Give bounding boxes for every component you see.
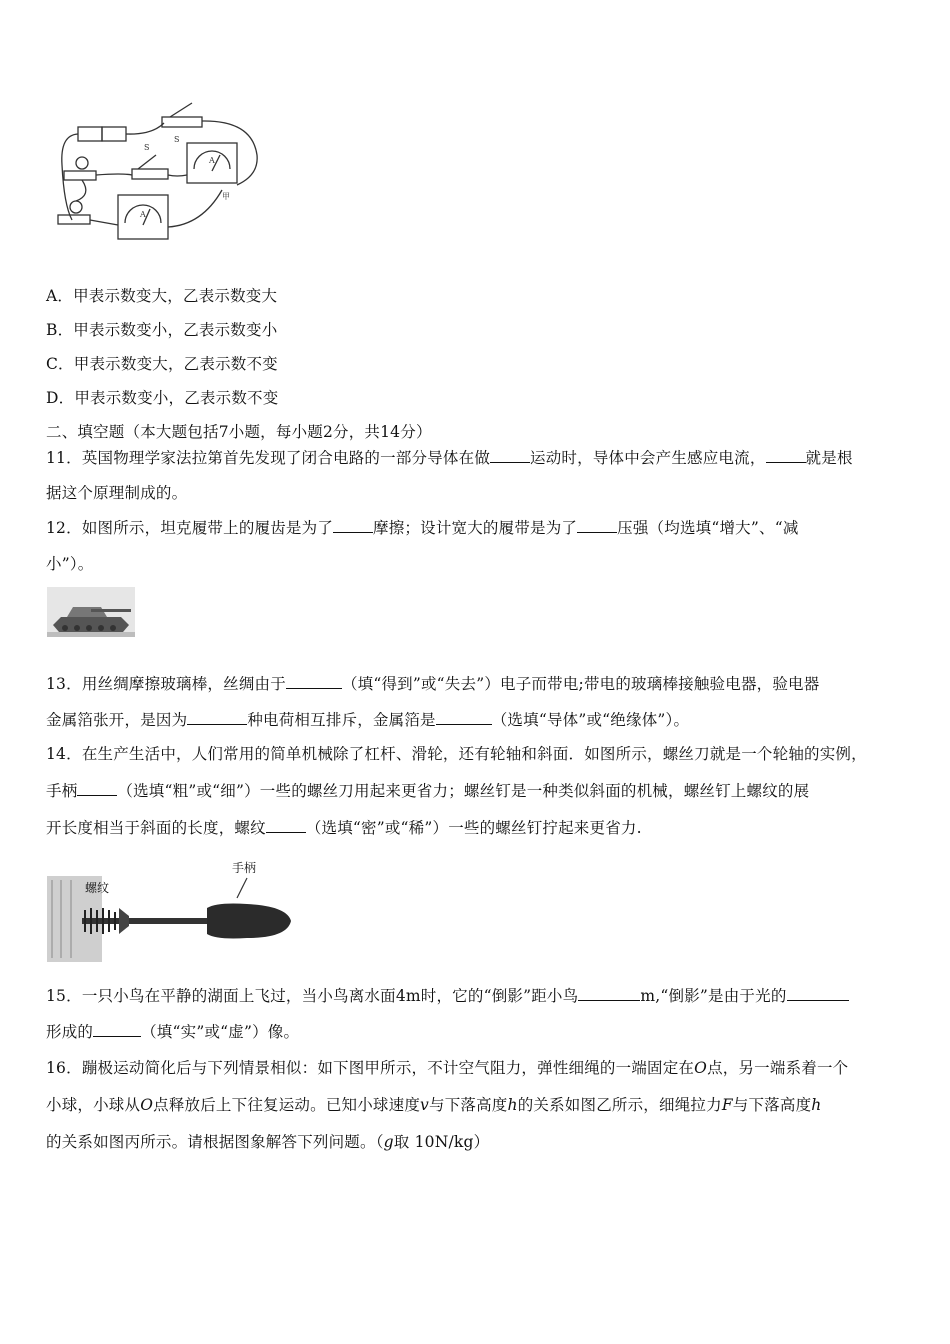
- q13-line2: 金属箔张开，是因为 种电荷相互排斥，金属箔是 （选填“导体”或“绝缘体”）。: [46, 711, 690, 729]
- q16-line1: 16．蹦极运动简化后与下列情景相似：如下图甲所示，不计空气阻力，弹性细绳的一端固定在O点，另一端系着一个: [46, 1059, 849, 1077]
- option-d: D．甲表示数变小，乙表示数不变: [46, 389, 279, 407]
- screwdriver-figure: [47, 858, 297, 963]
- q12-line2: 小”）。: [46, 555, 94, 573]
- q16-line2: 小球，小球从O点释放后上下往复运动。已知小球速度v与下落高度h的关系如图乙所示，细绳拉力F与下落高度h: [46, 1096, 822, 1114]
- option-c: C．甲表示数变大，乙表示数不变: [46, 355, 278, 373]
- q14-line3: 开长度相当于斜面的长度，螺纹 （选填“密”或“稀”）一些的螺丝钉拧起来更省力.: [46, 819, 642, 837]
- circuit-figure: [52, 95, 274, 255]
- option-a: A．甲表示数变大，乙表示数变大: [46, 287, 278, 305]
- screwdriver-handle-label: 手柄: [232, 861, 257, 875]
- switch-label-s2: S: [174, 135, 180, 144]
- meter-label-1: A: [209, 156, 215, 165]
- q11-line2: 据这个原理制成的。: [46, 484, 188, 502]
- q15-line1: 15．一只小鸟在平静的湖面上飞过，当小鸟离水面4m时，它的“倒影”距小鸟 m,“倒影”是由于光的: [46, 985, 849, 1007]
- q14-line1: 14．在生产生活中，人们常用的简单机械除了杠杆、滑轮，还有轮轴和斜面．如图所示，螺丝刀就是一个轮轴的实例，: [46, 745, 867, 763]
- option-b: B．甲表示数变小，乙表示数变小: [46, 321, 278, 339]
- meter-label-2: A: [140, 210, 146, 219]
- q14-line2: 手柄 （选填“粗”或“细”）一些的螺丝刀用起来更省力；螺丝钉是一种类似斜面的机械，螺丝钉上螺纹的展: [46, 782, 810, 800]
- q12-line1: 12．如图所示，坦克履带上的履齿是为了 摩擦；设计宽大的履带是为了 压强（均选填“增大”、“减: [46, 519, 799, 537]
- q16-line3: 的关系如图丙所示。请根据图象解答下列问题。（g取 10N/kg）: [46, 1133, 490, 1151]
- screwdriver-thread-label: 螺纹: [85, 881, 110, 895]
- battery-cell: [78, 127, 102, 141]
- q13-line1: 13．用丝绸摩擦玻璃棒，丝绸由于 （填“得到”或“失去”）电子而带电;带电的玻璃棒接触验电器，验电器: [46, 675, 820, 693]
- q15-line2: 形成的 （填“实”或“虚”）像。: [46, 1023, 300, 1041]
- tank-figure: [47, 587, 135, 637]
- switch-label-s1: S: [144, 143, 150, 152]
- meter-label-jia: 甲: [222, 192, 230, 201]
- section-title: 二、填空题（本大题包括7小题，每小题2分，共14分）: [46, 423, 432, 441]
- q11-line1: 11．英国物理学家法拉第首先发现了闭合电路的一部分导体在做 运动时，导体中会产生感应电流， 就是根: [46, 449, 853, 467]
